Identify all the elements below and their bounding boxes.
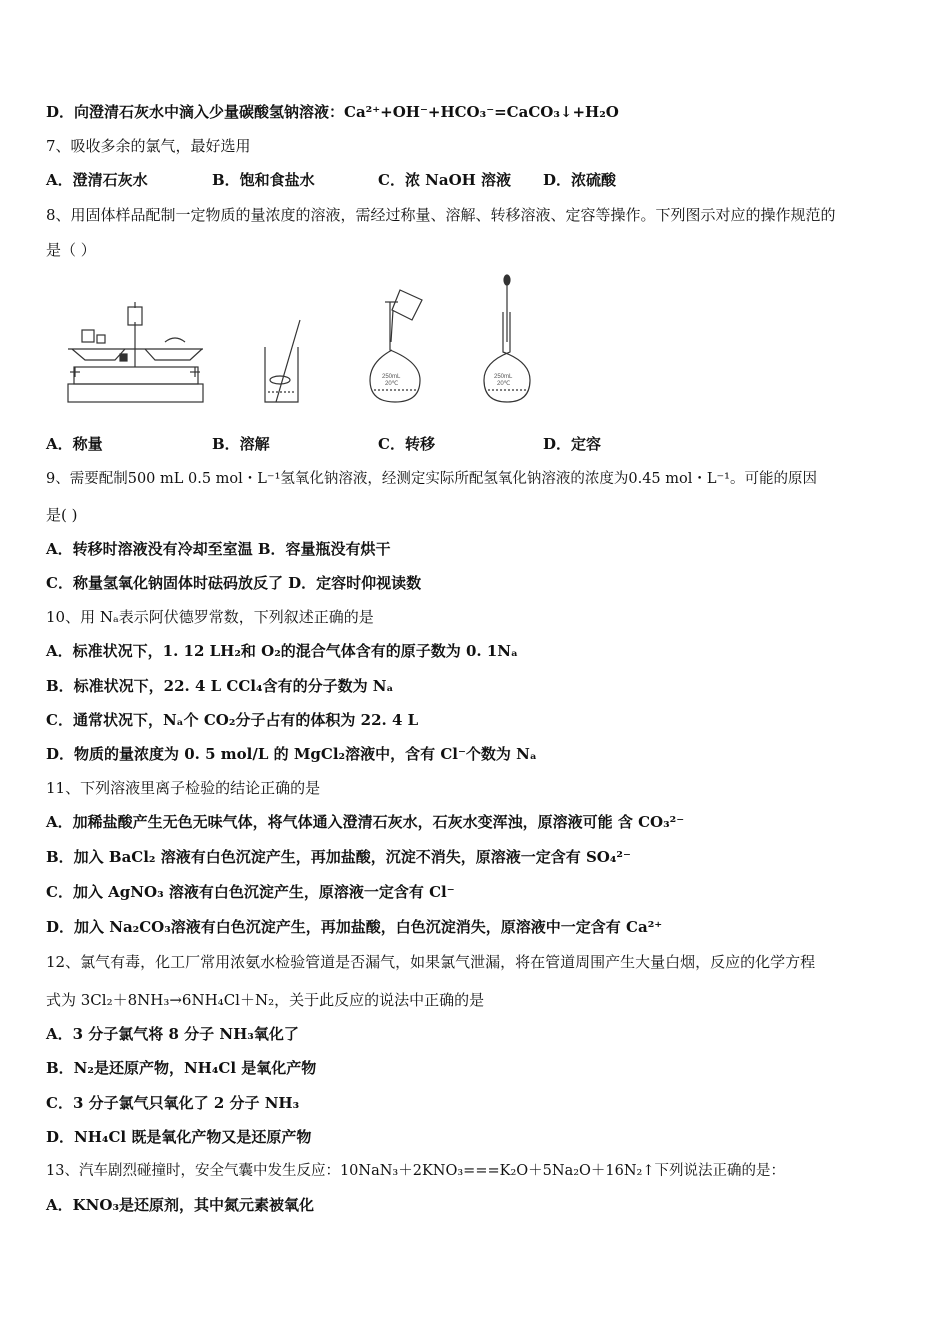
q7-option-d: D．浓硫酸 (543, 171, 617, 189)
question-13: 13、汽车剧烈碰撞时，安全气囊中发生反应：10NaN₃＋2KNO₃===K₂O＋5Na₂O＋16N₂↑下列说法正确的是： (46, 1163, 786, 1179)
q10-option-b: B．标准状况下，22. 4 L CCl₄含有的分子数为 Nₐ (46, 677, 394, 695)
question-11: 11、下列溶液里离子检验的结论正确的是 (46, 779, 321, 797)
question-12-line2: 式为 3Cl₂＋8NH₃→6NH₄Cl＋N₂，关于此反应的说法中正确的是 (46, 991, 485, 1009)
question-12-line1: 12、氯气有毒，化工厂常用浓氨水检验管道是否漏气，如果氯气泄漏，将在管道周围产生大量白烟，反应的化学方程 (46, 953, 816, 971)
q9-options-ab: A．转移时溶液没有冷却至室温 B．容量瓶没有烘干 (46, 540, 391, 558)
q11-option-b: B．加入 BaCl₂ 溶液有白色沉淀产生，再加盐酸，沉淀不消失，原溶液一定含有 SO₄²⁻ (46, 848, 631, 866)
question-9-line1: 9、需要配制500 mL 0.5 mol・L⁻¹氢氧化钠溶液，经测定实际所配氢氧化钠溶液的浓度为0.45 mol・L⁻¹。可能的原因 (46, 471, 817, 487)
q6-option-d: D．向澄清石灰水中滴入少量碳酸氢钠溶液：Ca²⁺+OH⁻+HCO₃⁻=CaCO₃↓+H₂O (46, 103, 619, 121)
q8-option-c: C．转移 (378, 435, 435, 453)
question-9-line2: 是( ) (46, 506, 78, 524)
beaker-figure (265, 320, 300, 402)
q7-option-a: A．澄清石灰水 (46, 171, 148, 189)
balance-figure (68, 302, 203, 402)
flask1-label: 250mL (382, 374, 401, 380)
q12-option-c: C．3 分子氯气只氧化了 2 分子 NH₃ (46, 1094, 300, 1112)
q11-option-d: D．加入 Na₂CO₃溶液有白色沉淀产生，再加盐酸，白色沉淀消失，原溶液中一定含有 Ca²⁺ (46, 918, 663, 936)
q10-option-a: A．标准状况下，1. 12 LH₂和 O₂的混合气体含有的原子数为 0. 1Nₐ (46, 642, 519, 660)
q8-option-a: A．称量 (46, 435, 103, 453)
q7-option-b: B．饱和食盐水 (212, 171, 315, 189)
question-8-line2: 是（ ） (46, 241, 96, 259)
question-7: 7、吸收多余的氯气，最好选用 (46, 137, 251, 155)
flask2-label: 250mL (494, 374, 513, 380)
q11-option-a: A．加稀盐酸产生无色无味气体，将气体通入澄清石灰水，石灰水变浑浊，原溶液可能 含 CO₃²⁻ (46, 813, 685, 831)
q8-option-d: D．定容 (543, 435, 602, 453)
q13-option-a: A．KNO₃是还原剂，其中氮元素被氧化 (46, 1196, 315, 1214)
lab-operation-figures (60, 272, 560, 412)
q10-option-c: C．通常状况下，Nₐ个 CO₂分子占有的体积为 22. 4 L (46, 711, 419, 729)
q7-option-c: C．浓 NaOH 溶液 (378, 171, 512, 189)
q10-option-d: D．物质的量浓度为 0. 5 mol/L 的 MgCl₂溶液中，含有 Cl⁻个数为 Nₐ (46, 745, 537, 763)
flask2-temp: 20℃ (497, 381, 511, 387)
q12-option-b: B．N₂是还原产物，NH₄Cl 是氧化产物 (46, 1059, 317, 1077)
q9-options-cd: C．称量氢氧化钠固体时砝码放反了 D．定容时仰视读数 (46, 574, 422, 592)
question-10: 10、用 Nₐ表示阿伏德罗常数，下列叙述正确的是 (46, 608, 374, 626)
flask1-temp: 20℃ (385, 381, 399, 387)
q12-option-a: A．3 分子氯气将 8 分子 NH₃氧化了 (46, 1025, 299, 1043)
question-8-line1: 8、用固体样品配制一定物质的量浓度的溶液，需经过称量、溶解、转移溶液、定容等操作。下列图示对应的操作规范的 (46, 206, 836, 224)
q8-option-b: B．溶解 (212, 435, 270, 453)
q12-option-d: D．NH₄Cl 既是氧化产物又是还原产物 (46, 1128, 312, 1146)
q11-option-c: C．加入 AgNO₃ 溶液有白色沉淀产生，原溶液一定含有 Cl⁻ (46, 883, 455, 901)
